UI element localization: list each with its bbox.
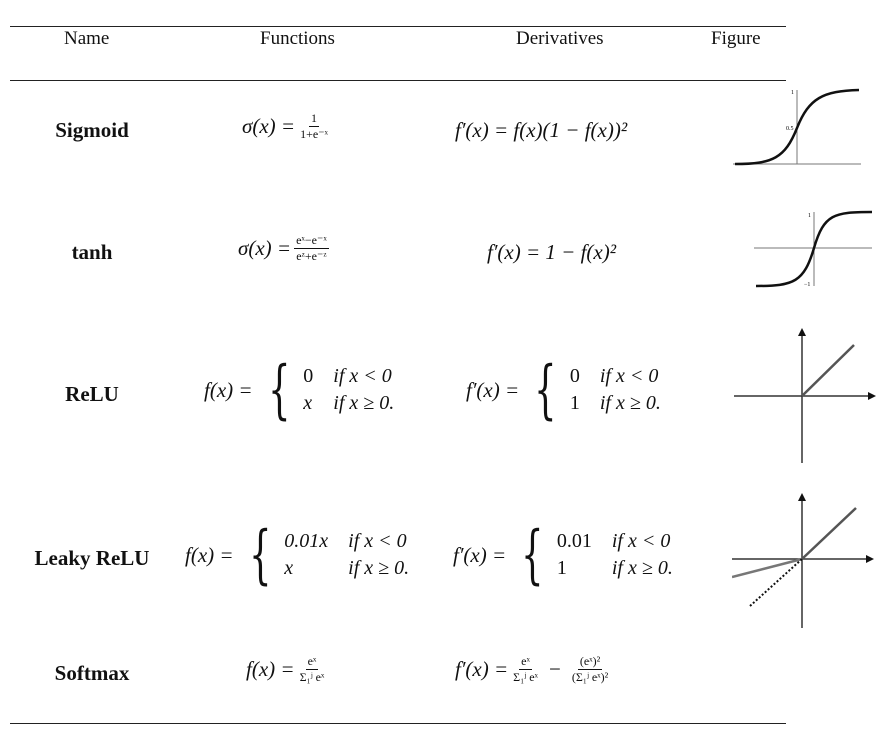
row-name-tanh: tanh <box>71 240 113 264</box>
sigmoid-tick-1: 1 <box>791 90 794 96</box>
bottom-rule <box>10 723 786 724</box>
leaky-relu-figure <box>732 490 878 630</box>
tanh-tick-neg1: −1 <box>804 282 811 288</box>
relu-function: f(x) = { 0 if x < 0 x if x ≥ 0. <box>204 353 395 427</box>
sigmoid-function: σ(x) = $\frac{1}{\text{1+e⁻ˣ}}$ <box>242 111 328 142</box>
row-name-sigmoid: Sigmoid <box>55 118 129 142</box>
header-functions: Functions <box>260 28 335 49</box>
sigmoid-derivative: f′(x) = f(x)(1 − f(x))² <box>455 118 628 142</box>
header-rule <box>10 80 786 81</box>
sigmoid-tick-05: 0.5 <box>786 126 794 132</box>
relu-derivative: f′(x) = { 0 if x < 0 1 if x ≥ 0. <box>466 353 661 427</box>
softmax-function: f(x) = $\frac{\text{eˣ}}{\text{Σ₁ʲ eˣ}}$ <box>246 654 325 685</box>
row-name-relu: ReLU <box>65 382 119 406</box>
leaky-relu-derivative: f′(x) = { 0.01 if x < 0 1 if x ≥ 0. <box>453 518 673 592</box>
row-name-softmax: Softmax <box>54 661 130 685</box>
row-name-leaky-relu: Leaky ReLU <box>34 546 150 570</box>
tanh-function: σ(x) = $\frac{\text{eˣ−e⁻ˣ}}{\text{eᶻ+e⁻ᶻ}}$ <box>238 233 327 264</box>
leaky-relu-function: f(x) = { 0.01x if x < 0 x if x ≥ 0. <box>185 518 410 592</box>
sigmoid-figure <box>733 88 863 170</box>
relu-figure <box>734 325 880 465</box>
header-name: Name <box>64 28 110 49</box>
tanh-derivative: f′(x) = 1 − f(x)² <box>487 240 617 264</box>
softmax-derivative: f′(x) = $\frac{\text{eˣ}}{\text{Σ₁ʲ eˣ}}$ − $\frac{\text{(eˣ)²}}{\text{(Σ₁ʲ eˣ)²}}$ <box>455 654 609 685</box>
header-derivatives: Derivatives <box>516 28 604 49</box>
tanh-tick-1: 1 <box>808 213 811 219</box>
header-figure: Figure <box>711 28 761 49</box>
top-rule <box>10 26 786 27</box>
tanh-figure <box>754 210 874 290</box>
